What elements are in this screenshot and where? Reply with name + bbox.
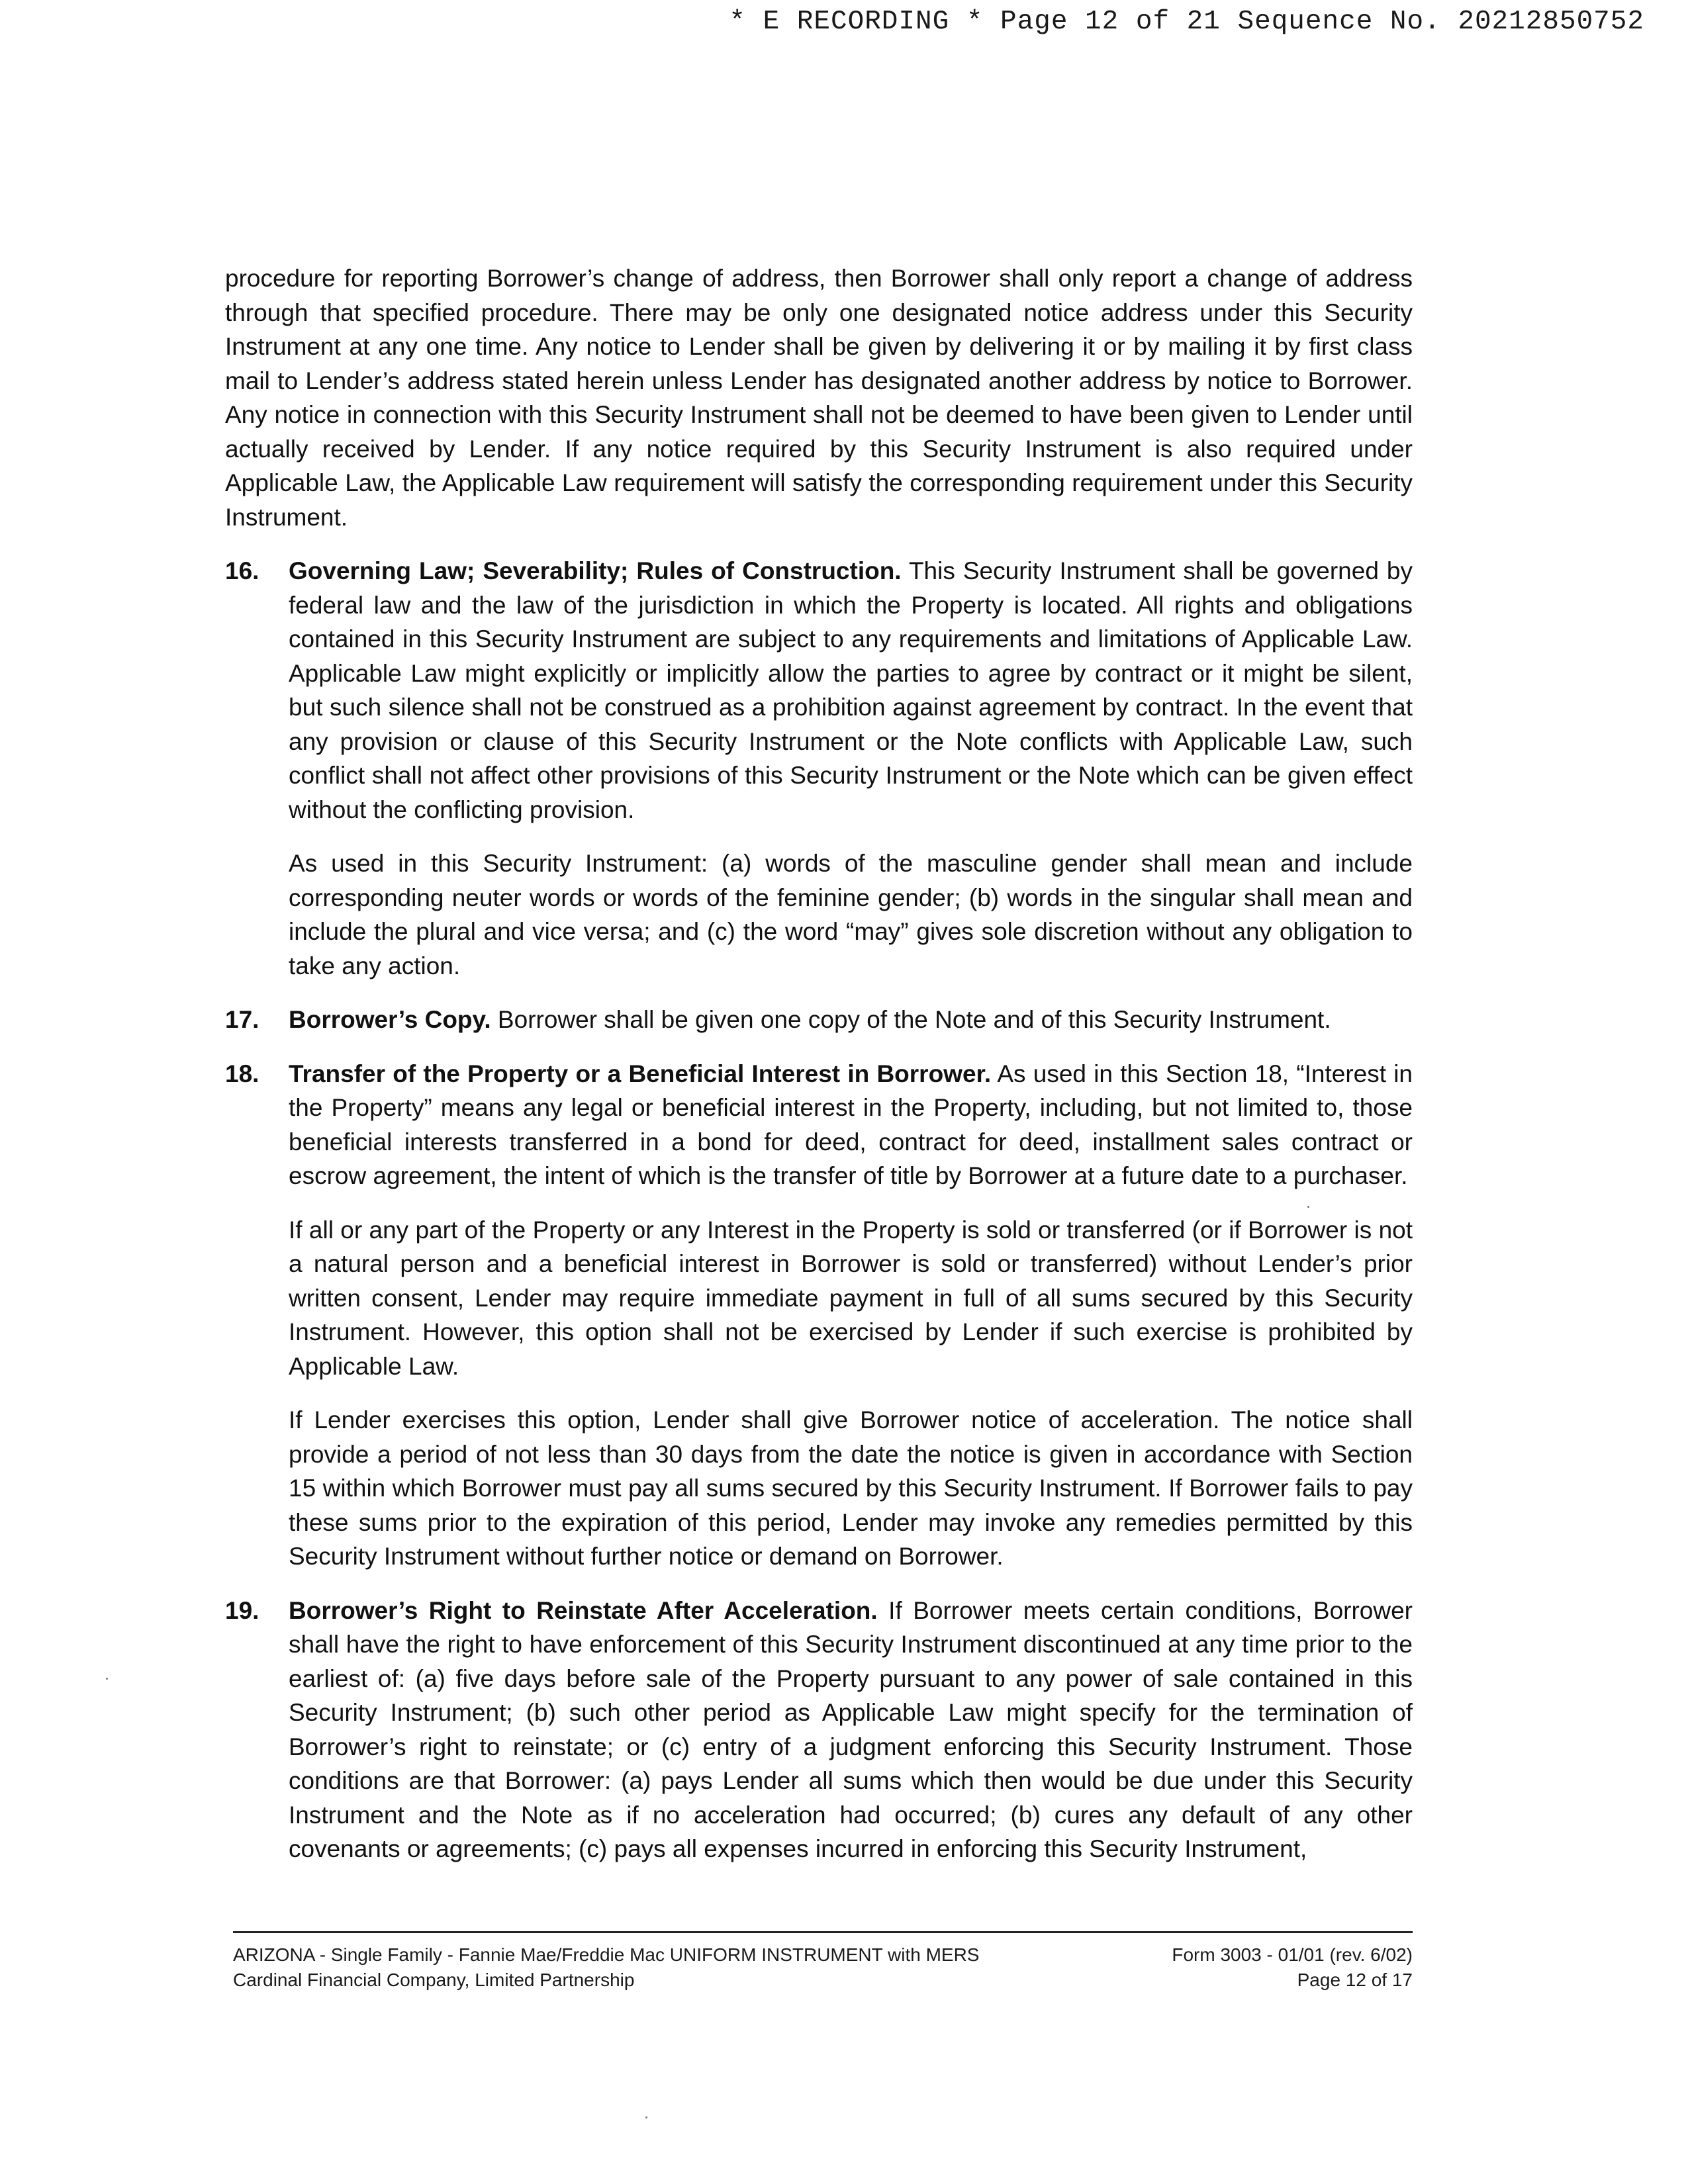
section-body: If Borrower meets certain conditions, Borrower shall have the right to have enforcement of this Security Instrument discontinued at any time prior to the earliest of: (a) five days before sale of the Property pursuant to any power of sale contained in this Security Instrument; (b) such other period as Applicable Law might specify for the termination of Borrower’s right to reinstate; or (c) entry of a judgment enforcing this Security Instrument. Those conditions are that Borrower: (a) pays Lender all sums which then would be due under this Security Instrument and the Note as if no acceleration had occurred; (b) cures any default of any other covenants or agreements; (c) pays all expenses incurred in enforcing this Security Instrument,: [289, 1596, 1413, 1862]
scan-speck: [645, 2116, 647, 2118]
section-18-paragraph-2: If all or any part of the Property or any Interest in the Property is sold or transferred (or if Borrower is not a natural person and a beneficial interest in Borrower is sold or transferred) without Lender’s prior written consent, Lender may require immediate payment in full of all sums secured by this Security Instrument. However, this option shall not be exercised by Lender if such exercise is prohibited by Applicable Law.: [289, 1216, 1413, 1380]
section-19: [225, 1594, 1413, 1866]
section-text: [289, 554, 1413, 827]
document-body: [225, 261, 1413, 1886]
recording-header: * E RECORDING * Page 12 of 21 Sequence No. 20212850752: [729, 7, 1644, 37]
section-17: [225, 1003, 1413, 1037]
section-number: 18.: [225, 1060, 259, 1087]
section-title: Governing Law; Severability; Rules of Construction.: [289, 557, 902, 584]
footer-row-1: [233, 1942, 1413, 1968]
section-18-paragraph-3: If Lender exercises this option, Lender shall give Borrower notice of acceleration. The notice shall provide a period of not less than 30 days from the date the notice is given in accordance with Section 15 within which Borrower must pay all sums secured by this Security Instrument. If Borrower fails to pay these sums prior to the expiration of this period, Lender may invoke any remedies permitted by this Security Instrument without further notice or demand on Borrower.: [289, 1406, 1413, 1570]
section-18: [225, 1057, 1413, 1193]
scan-speck: [106, 1678, 108, 1680]
page-footer: [233, 1931, 1413, 1993]
section-body: As used in this Section 18, “Interest in the Property” means any legal or beneficial interest in the Property, including, but not limited to, those beneficial interests transferred in a bond for deed, contract for deed, installment sales contract or escrow agreement, the intent of which is the transfer of title by Borrower at a future date to a purchaser.: [289, 1060, 1413, 1189]
continuation-paragraph: procedure for reporting Borrower’s change of address, then Borrower shall only report a change of address through that specified procedure. There may be only one designated notice address under this Security Instrument at any one time. Any notice to Lender shall be given by delivering it or by mailing it by first class mail to Lender’s address stated herein unless Lender has designated another address by notice to Borrower. Any notice in connection with this Security Instrument shall not be deemed to have been given to Lender until actually received by Lender. If any notice required by this Security Instrument is also required under Applicable Law, the Applicable Law requirement will satisfy the corresponding requirement under this Security Instrument.: [225, 265, 1413, 531]
section-number: 16.: [225, 557, 259, 584]
section-text: [289, 1057, 1413, 1193]
section-title: Borrower’s Copy.: [289, 1006, 491, 1033]
section-body: Borrower shall be given one copy of the Note and of this Security Instrument.: [491, 1006, 1331, 1033]
section-number: 19.: [225, 1596, 259, 1624]
footer-page-number: Page 12 of 17: [1297, 1970, 1413, 1990]
scan-speck: [1307, 1206, 1309, 1208]
section-text: [289, 1003, 1413, 1037]
section-16: [225, 554, 1413, 827]
section-title: Borrower’s Right to Reinstate After Acceleration.: [289, 1596, 878, 1624]
section-text: [289, 1594, 1413, 1866]
section-number: 17.: [225, 1006, 259, 1033]
section-title: Transfer of the Property or a Beneficial Interest in Borrower.: [289, 1060, 992, 1087]
section-16-paragraph-2: As used in this Security Instrument: (a) words of the masculine gender shall mean and include corresponding neuter words or words of the feminine gender; (b) words in the singular shall mean and include the plural and vice versa; and (c) the word “may” gives sole discretion without any obligation to take any action.: [289, 850, 1413, 979]
footer-row-2: [233, 1968, 1413, 1993]
section-body: This Security Instrument shall be governed by federal law and the law of the jurisdiction in which the Property is located. All rights and obligations contained in this Security Instrument are subject to any requirements and limitations of Applicable Law. Applicable Law might explicitly or implicitly allow the parties to agree by contract or it might be silent, but such silence shall not be construed as a prohibition against agreement by contract. In the event that any provision or clause of this Security Instrument or the Note conflicts with Applicable Law, such conflict shall not affect other provisions of this Security Instrument or the Note which can be given effect without the conflicting provision.: [289, 557, 1413, 823]
footer-lender-name: Cardinal Financial Company, Limited Partnership: [233, 1970, 635, 1990]
footer-form-number: Form 3003 - 01/01 (rev. 6/02): [1172, 1944, 1413, 1965]
footer-form-description: ARIZONA - Single Family - Fannie Mae/Freddie Mac UNIFORM INSTRUMENT with MERS: [233, 1944, 980, 1965]
